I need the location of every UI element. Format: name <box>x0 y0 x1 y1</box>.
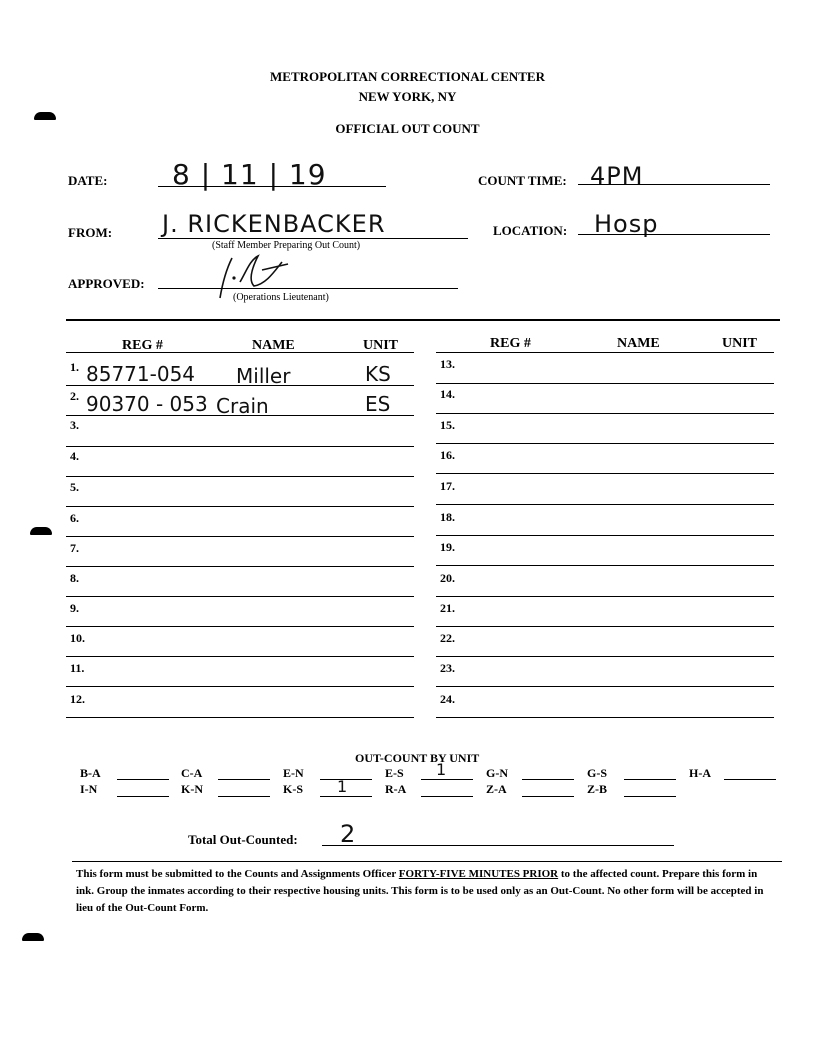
row-number: 23. <box>440 661 455 675</box>
footer-rule <box>72 861 782 862</box>
approved-line <box>158 288 458 289</box>
row-line <box>436 473 774 474</box>
reg-number[interactable]: 85771-054 <box>86 362 196 386</box>
reg-number[interactable]: 90370 - 053 <box>86 392 208 416</box>
row-number: 7. <box>70 541 79 555</box>
row-line <box>436 413 774 414</box>
left-name-header: NAME <box>252 338 295 353</box>
row-line <box>436 383 774 384</box>
footer-text-post: to the affected count. Prepare this form in ink. Group the inmates according to their respective housing units. This form is to be used only as an Out-Count. No other form will be accepted in lieu of the Out-Count Form. <box>76 868 764 914</box>
row-line <box>436 535 774 536</box>
location-value[interactable]: Hosp <box>594 210 659 238</box>
row-line <box>436 596 774 597</box>
unit-label: E-N <box>283 766 304 780</box>
row-line <box>436 565 774 566</box>
count-time-label: COUNT TIME: <box>478 173 567 188</box>
left-header-line <box>66 352 414 353</box>
row-number: 6. <box>70 511 79 525</box>
unit-line <box>522 796 574 797</box>
row-line <box>66 686 414 687</box>
row-number: 9. <box>70 601 79 615</box>
right-reg-header: REG # <box>490 336 531 351</box>
from-value[interactable]: J. RICKENBACKER <box>162 210 386 238</box>
unit-line <box>218 796 270 797</box>
unit-count-es[interactable]: 1 <box>436 760 447 779</box>
row-line <box>436 443 774 444</box>
footer-instructions <box>76 866 776 917</box>
total-label: Total Out-Counted: <box>188 832 298 847</box>
row-number: 21. <box>440 601 455 615</box>
out-count-title: OUT-COUNT BY UNIT <box>355 751 480 765</box>
row-line <box>66 717 414 718</box>
total-value[interactable]: 2 <box>340 820 357 848</box>
right-name-header: NAME <box>617 336 660 351</box>
unit-label: R-A <box>385 782 407 796</box>
row-line <box>66 506 414 507</box>
institution-name: METROPOLITAN CORRECTIONAL CENTER <box>270 69 545 84</box>
right-unit-header: UNIT <box>722 336 758 351</box>
unit-line <box>117 779 169 780</box>
unit-label: G-S <box>587 766 608 780</box>
from-caption: (Staff Member Preparing Out Count) <box>212 240 361 251</box>
approved-label: APPROVED: <box>68 276 145 291</box>
row-number: 15. <box>440 418 455 432</box>
row-number: 5. <box>70 480 79 494</box>
row-line <box>436 656 774 657</box>
unit-label: Z-A <box>486 782 507 796</box>
from-line <box>158 238 468 239</box>
unit-label: K-N <box>181 782 203 796</box>
row-number: 1. <box>70 360 79 374</box>
right-header-line <box>436 352 774 353</box>
row-line <box>66 656 414 657</box>
row-number: 18. <box>440 510 455 524</box>
row-line <box>66 536 414 537</box>
row-number: 20. <box>440 571 455 585</box>
row-line <box>66 596 414 597</box>
inmate-name[interactable]: Crain <box>216 394 269 418</box>
row-number: 12. <box>70 692 85 706</box>
row-number: 11. <box>70 661 85 675</box>
scan-smudge-middle <box>30 527 52 535</box>
row-number: 16. <box>440 448 455 462</box>
unit-line <box>624 796 676 797</box>
row-number: 14. <box>440 387 455 401</box>
unit-label: Z-B <box>587 782 608 796</box>
row-number: 13. <box>440 357 455 371</box>
scan-smudge-top <box>34 112 56 120</box>
row-line <box>66 446 414 447</box>
location-line <box>578 234 770 235</box>
unit-label: C-A <box>181 766 203 780</box>
count-time-line <box>578 184 770 185</box>
unit-label: H-A <box>689 766 711 780</box>
from-label: FROM: <box>68 225 113 240</box>
inmate-unit[interactable]: ES <box>365 392 391 416</box>
row-number: 22. <box>440 631 455 645</box>
row-line <box>436 504 774 505</box>
row-number: 8. <box>70 571 79 585</box>
institution-city: NEW YORK, NY <box>358 89 457 104</box>
unit-line <box>218 779 270 780</box>
unit-line <box>624 779 676 780</box>
date-value[interactable]: 8 | 11 | 19 <box>172 158 327 191</box>
table-top-rule <box>66 319 780 321</box>
unit-line <box>522 779 574 780</box>
unit-line <box>320 796 372 797</box>
row-line <box>66 415 414 416</box>
row-number: 4. <box>70 449 79 463</box>
location-label: LOCATION: <box>493 223 568 238</box>
row-line <box>66 476 414 477</box>
row-line <box>436 717 774 718</box>
row-line <box>66 626 414 627</box>
row-line <box>436 626 774 627</box>
unit-label: B-A <box>80 766 101 780</box>
count-time-value[interactable]: 4PM <box>590 162 644 190</box>
unit-label: E-S <box>385 766 404 780</box>
row-number: 3. <box>70 418 79 432</box>
unit-line <box>724 779 776 780</box>
form-title: OFFICIAL OUT COUNT <box>335 121 480 136</box>
footer-text-emphasis: FORTY-FIVE MINUTES PRIOR <box>398 868 559 880</box>
footer-text-pre: This form must be submitted to the Counts and Assignments Officer <box>76 868 399 880</box>
approved-caption: (Operations Lieutenant) <box>233 292 329 303</box>
unit-line <box>421 796 473 797</box>
scan-smudge-bottom <box>22 933 44 941</box>
unit-count-ks[interactable]: 1 <box>337 777 348 796</box>
unit-line <box>117 796 169 797</box>
row-line <box>66 566 414 567</box>
unit-label: K-S <box>283 782 304 796</box>
unit-label: G-N <box>486 766 508 780</box>
inmate-name[interactable]: Miller <box>236 364 291 388</box>
unit-line <box>421 779 473 780</box>
row-number: 10. <box>70 631 85 645</box>
left-reg-header: REG # <box>122 338 163 353</box>
row-line <box>66 385 414 386</box>
row-number: 19. <box>440 540 455 554</box>
unit-label: I-N <box>80 782 98 796</box>
row-number: 24. <box>440 692 455 706</box>
date-label: DATE: <box>68 173 108 188</box>
inmate-unit[interactable]: KS <box>365 362 391 386</box>
total-line <box>322 845 674 846</box>
row-number: 2. <box>70 389 79 403</box>
date-line <box>158 186 386 187</box>
row-number: 17. <box>440 479 455 493</box>
row-line <box>436 686 774 687</box>
left-unit-header: UNIT <box>363 338 399 353</box>
